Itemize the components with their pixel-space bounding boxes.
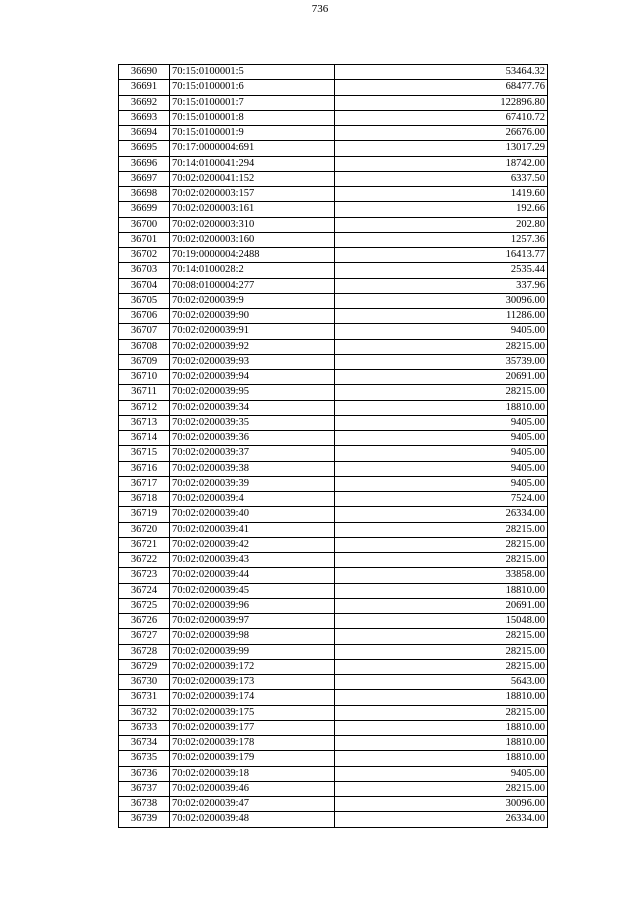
value-cell: 1419.60 — [335, 187, 548, 202]
row-number-cell: 36720 — [119, 522, 170, 537]
cadastral-number-cell: 70:02:0200039:95 — [170, 385, 335, 400]
table-row — [119, 141, 548, 156]
table-row — [119, 659, 548, 674]
value-cell: 20691.00 — [335, 598, 548, 613]
row-number-cell: 36692 — [119, 95, 170, 110]
cadastral-number-cell: 70:02:0200039:92 — [170, 339, 335, 354]
row-number-cell: 36722 — [119, 553, 170, 568]
table-row — [119, 370, 548, 385]
cadastral-number-cell: 70:02:0200039:172 — [170, 659, 335, 674]
value-cell: 33858.00 — [335, 568, 548, 583]
cadastral-number-cell: 70:02:0200039:179 — [170, 751, 335, 766]
cadastral-number-cell: 70:02:0200039:4 — [170, 492, 335, 507]
table-row — [119, 568, 548, 583]
value-cell: 28215.00 — [335, 659, 548, 674]
table-row — [119, 65, 548, 80]
table-row — [119, 324, 548, 339]
row-number-cell: 36718 — [119, 492, 170, 507]
table-row — [119, 415, 548, 430]
value-cell: 337.96 — [335, 278, 548, 293]
value-cell: 122896.80 — [335, 95, 548, 110]
cadastral-number-cell: 70:02:0200039:18 — [170, 766, 335, 781]
table-body — [119, 65, 548, 828]
row-number-cell: 36696 — [119, 156, 170, 171]
cadastral-number-cell: 70:02:0200039:91 — [170, 324, 335, 339]
table-row — [119, 461, 548, 476]
table-row — [119, 522, 548, 537]
cadastral-number-cell: 70:02:0200039:94 — [170, 370, 335, 385]
table-row — [119, 797, 548, 812]
value-cell: 28215.00 — [335, 385, 548, 400]
row-number-cell: 36734 — [119, 736, 170, 751]
value-cell: 2535.44 — [335, 263, 548, 278]
value-cell: 18810.00 — [335, 690, 548, 705]
row-number-cell: 36702 — [119, 248, 170, 263]
value-cell: 9405.00 — [335, 446, 548, 461]
row-number-cell: 36726 — [119, 614, 170, 629]
value-cell: 28215.00 — [335, 339, 548, 354]
row-number-cell: 36695 — [119, 141, 170, 156]
table-row — [119, 309, 548, 324]
table-row — [119, 385, 548, 400]
value-cell: 30096.00 — [335, 293, 548, 308]
table-row — [119, 171, 548, 186]
value-cell: 9405.00 — [335, 461, 548, 476]
cadastral-number-cell: 70:02:0200039:9 — [170, 293, 335, 308]
cadastral-number-cell: 70:02:0200039:98 — [170, 629, 335, 644]
value-cell: 192.66 — [335, 202, 548, 217]
row-number-cell: 36698 — [119, 187, 170, 202]
value-cell: 18810.00 — [335, 720, 548, 735]
row-number-cell: 36721 — [119, 537, 170, 552]
cadastral-number-cell: 70:02:0200003:157 — [170, 187, 335, 202]
cadastral-number-cell: 70:02:0200039:48 — [170, 812, 335, 827]
row-number-cell: 36705 — [119, 293, 170, 308]
row-number-cell: 36697 — [119, 171, 170, 186]
table-row — [119, 400, 548, 415]
value-cell: 9405.00 — [335, 766, 548, 781]
value-cell: 35739.00 — [335, 354, 548, 369]
table-row — [119, 736, 548, 751]
row-number-cell: 36735 — [119, 751, 170, 766]
table-row — [119, 232, 548, 247]
cadastral-number-cell: 70:02:0200003:160 — [170, 232, 335, 247]
table-row — [119, 80, 548, 95]
cadastral-number-cell: 70:02:0200039:97 — [170, 614, 335, 629]
row-number-cell: 36733 — [119, 720, 170, 735]
cadastral-number-cell: 70:02:0200003:310 — [170, 217, 335, 232]
cadastral-number-cell: 70:02:0200039:35 — [170, 415, 335, 430]
value-cell: 28215.00 — [335, 705, 548, 720]
table-row — [119, 156, 548, 171]
row-number-cell: 36706 — [119, 309, 170, 324]
row-number-cell: 36725 — [119, 598, 170, 613]
row-number-cell: 36712 — [119, 400, 170, 415]
cadastral-number-cell: 70:02:0200041:152 — [170, 171, 335, 186]
table-row — [119, 766, 548, 781]
cadastral-number-cell: 70:02:0200039:41 — [170, 522, 335, 537]
row-number-cell: 36703 — [119, 263, 170, 278]
row-number-cell: 36724 — [119, 583, 170, 598]
table-row — [119, 476, 548, 491]
cadastral-number-cell: 70:02:0200039:178 — [170, 736, 335, 751]
cadastral-number-cell: 70:02:0200039:40 — [170, 507, 335, 522]
data-table — [118, 64, 548, 828]
row-number-cell: 36715 — [119, 446, 170, 461]
value-cell: 18742.00 — [335, 156, 548, 171]
table-row — [119, 537, 548, 552]
cadastral-number-cell: 70:02:0200003:161 — [170, 202, 335, 217]
row-number-cell: 36691 — [119, 80, 170, 95]
table-row — [119, 248, 548, 263]
cadastral-number-cell: 70:02:0200039:90 — [170, 309, 335, 324]
value-cell: 1257.36 — [335, 232, 548, 247]
table-row — [119, 293, 548, 308]
table-row — [119, 781, 548, 796]
cadastral-number-cell: 70:02:0200039:36 — [170, 431, 335, 446]
row-number-cell: 36690 — [119, 65, 170, 80]
table-row — [119, 598, 548, 613]
cadastral-number-cell: 70:19:0000004:2488 — [170, 248, 335, 263]
row-number-cell: 36699 — [119, 202, 170, 217]
row-number-cell: 36739 — [119, 812, 170, 827]
row-number-cell: 36728 — [119, 644, 170, 659]
row-number-cell: 36730 — [119, 675, 170, 690]
table-row — [119, 110, 548, 125]
row-number-cell: 36704 — [119, 278, 170, 293]
value-cell: 7524.00 — [335, 492, 548, 507]
value-cell: 9405.00 — [335, 415, 548, 430]
row-number-cell: 36731 — [119, 690, 170, 705]
value-cell: 28215.00 — [335, 522, 548, 537]
row-number-cell: 36737 — [119, 781, 170, 796]
row-number-cell: 36713 — [119, 415, 170, 430]
value-cell: 18810.00 — [335, 736, 548, 751]
value-cell: 13017.29 — [335, 141, 548, 156]
cadastral-number-cell: 70:02:0200039:93 — [170, 354, 335, 369]
value-cell: 11286.00 — [335, 309, 548, 324]
cadastral-number-cell: 70:02:0200039:43 — [170, 553, 335, 568]
cadastral-number-cell: 70:02:0200039:174 — [170, 690, 335, 705]
table-row — [119, 705, 548, 720]
value-cell: 28215.00 — [335, 781, 548, 796]
value-cell: 18810.00 — [335, 751, 548, 766]
table-row — [119, 217, 548, 232]
row-number-cell: 36711 — [119, 385, 170, 400]
row-number-cell: 36736 — [119, 766, 170, 781]
cadastral-number-cell: 70:02:0200039:47 — [170, 797, 335, 812]
cadastral-number-cell: 70:02:0200039:175 — [170, 705, 335, 720]
cadastral-number-cell: 70:02:0200039:99 — [170, 644, 335, 659]
row-number-cell: 36738 — [119, 797, 170, 812]
value-cell: 9405.00 — [335, 431, 548, 446]
value-cell: 28215.00 — [335, 537, 548, 552]
table-row — [119, 583, 548, 598]
cadastral-number-cell: 70:15:0100001:5 — [170, 65, 335, 80]
cadastral-number-cell: 70:02:0200039:46 — [170, 781, 335, 796]
table-row — [119, 95, 548, 110]
page-number: 736 — [311, 3, 329, 15]
table-row — [119, 446, 548, 461]
row-number-cell: 36732 — [119, 705, 170, 720]
cadastral-number-cell: 70:15:0100001:7 — [170, 95, 335, 110]
value-cell: 28215.00 — [335, 629, 548, 644]
cadastral-number-cell: 70:15:0100001:8 — [170, 110, 335, 125]
row-number-cell: 36714 — [119, 431, 170, 446]
table-row — [119, 614, 548, 629]
row-number-cell: 36708 — [119, 339, 170, 354]
cadastral-number-cell: 70:15:0100001:9 — [170, 126, 335, 141]
cadastral-number-cell: 70:15:0100001:6 — [170, 80, 335, 95]
table-row — [119, 278, 548, 293]
table-row — [119, 751, 548, 766]
cadastral-number-cell: 70:02:0200039:34 — [170, 400, 335, 415]
cadastral-number-cell: 70:02:0200039:45 — [170, 583, 335, 598]
value-cell: 26676.00 — [335, 126, 548, 141]
value-cell: 28215.00 — [335, 553, 548, 568]
table-row — [119, 431, 548, 446]
row-number-cell: 36716 — [119, 461, 170, 476]
cadastral-number-cell: 70:14:0100041:294 — [170, 156, 335, 171]
cadastral-number-cell: 70:02:0200039:44 — [170, 568, 335, 583]
table-row — [119, 812, 548, 827]
table-row — [119, 354, 548, 369]
row-number-cell: 36701 — [119, 232, 170, 247]
value-cell: 18810.00 — [335, 583, 548, 598]
row-number-cell: 36700 — [119, 217, 170, 232]
row-number-cell: 36707 — [119, 324, 170, 339]
value-cell: 26334.00 — [335, 812, 548, 827]
cadastral-number-cell: 70:02:0200039:177 — [170, 720, 335, 735]
value-cell: 26334.00 — [335, 507, 548, 522]
table-row — [119, 507, 548, 522]
table-row — [119, 629, 548, 644]
table-row — [119, 720, 548, 735]
value-cell: 67410.72 — [335, 110, 548, 125]
value-cell: 9405.00 — [335, 324, 548, 339]
table-row — [119, 126, 548, 141]
row-number-cell: 36710 — [119, 370, 170, 385]
value-cell: 15048.00 — [335, 614, 548, 629]
row-number-cell: 36729 — [119, 659, 170, 674]
table-row — [119, 644, 548, 659]
row-number-cell: 36693 — [119, 110, 170, 125]
row-number-cell: 36719 — [119, 507, 170, 522]
table-row — [119, 690, 548, 705]
value-cell: 53464.32 — [335, 65, 548, 80]
value-cell: 20691.00 — [335, 370, 548, 385]
value-cell: 30096.00 — [335, 797, 548, 812]
row-number-cell: 36717 — [119, 476, 170, 491]
cadastral-number-cell: 70:02:0200039:173 — [170, 675, 335, 690]
table-row — [119, 553, 548, 568]
value-cell: 6337.50 — [335, 171, 548, 186]
cadastral-number-cell: 70:14:0100028:2 — [170, 263, 335, 278]
value-cell: 5643.00 — [335, 675, 548, 690]
row-number-cell: 36709 — [119, 354, 170, 369]
table-row — [119, 675, 548, 690]
value-cell: 9405.00 — [335, 476, 548, 491]
value-cell: 68477.76 — [335, 80, 548, 95]
cadastral-number-cell: 70:02:0200039:37 — [170, 446, 335, 461]
value-cell: 28215.00 — [335, 644, 548, 659]
cadastral-number-cell: 70:02:0200039:39 — [170, 476, 335, 491]
table-row — [119, 202, 548, 217]
row-number-cell: 36723 — [119, 568, 170, 583]
cadastral-number-cell: 70:17:0000004:691 — [170, 141, 335, 156]
cadastral-number-cell: 70:02:0200039:38 — [170, 461, 335, 476]
table-row — [119, 339, 548, 354]
table-row — [119, 263, 548, 278]
cadastral-number-cell: 70:02:0200039:96 — [170, 598, 335, 613]
value-cell: 16413.77 — [335, 248, 548, 263]
row-number-cell: 36727 — [119, 629, 170, 644]
table-row — [119, 187, 548, 202]
table-row — [119, 492, 548, 507]
cadastral-number-cell: 70:02:0200039:42 — [170, 537, 335, 552]
value-cell: 18810.00 — [335, 400, 548, 415]
row-number-cell: 36694 — [119, 126, 170, 141]
value-cell: 202.80 — [335, 217, 548, 232]
cadastral-number-cell: 70:08:0100004:277 — [170, 278, 335, 293]
